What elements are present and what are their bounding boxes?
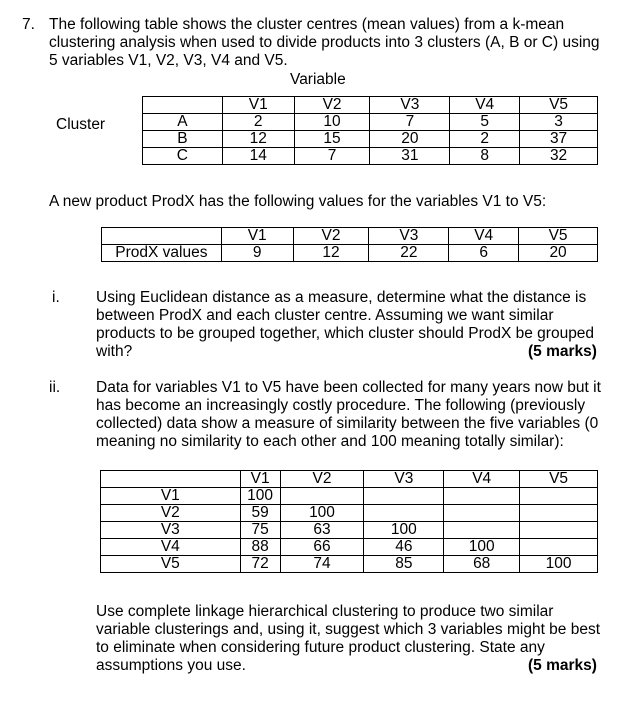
column-header: V4 [444,471,520,488]
marks-badge: (5 marks) [528,657,597,674]
part-ii-label: ii. [49,379,61,396]
table-cell: 100 [240,488,280,505]
column-header: V3 [369,228,449,245]
table-corner-cell [102,228,222,245]
table-cell: 37 [520,131,598,148]
table-cell [520,505,598,522]
column-header: V1 [221,228,293,245]
table-cell: 12 [222,131,294,148]
table-cell [520,522,598,539]
table-cell: 100 [364,522,444,539]
table-cell: 31 [370,148,450,165]
question-line: 5 variables V1, V2, V3, V4 and V5. [49,52,288,69]
table-cell: 10 [294,114,370,131]
text-line: assumptions you use. [96,657,246,674]
question-number: 7. [22,16,35,33]
table-cell: 20 [370,131,450,148]
table-row [101,488,598,505]
text-line: to eliminate when considering future product clustering. State any [96,639,545,656]
table-cell: 85 [364,556,444,573]
table-cell: 7 [370,114,450,131]
row-label: C [143,148,223,165]
row-label: A [143,114,223,131]
column-header: V5 [520,97,598,114]
question-line: The following table shows the cluster centres (mean values) from a k-mean [49,16,565,33]
table-row [101,539,598,556]
table-cell: 68 [444,556,520,573]
table-cell: 74 [280,556,364,573]
table-cell: 12 [293,245,369,262]
table-cell: 6 [449,245,519,262]
table-cell: 9 [221,245,293,262]
table-cell [444,505,520,522]
text-line: products to be grouped together, which cluster should ProdX be grouped [96,325,595,342]
column-header: V5 [519,228,598,245]
variable-header: Variable [290,71,346,88]
table-cell: 100 [520,556,598,573]
table-cell: 100 [444,539,520,556]
text-line: Using Euclidean distance as a measure, determine what the distance is [96,289,587,306]
row-label: V1 [101,488,241,505]
text-line: between ProdX and each cluster centre. Assuming we want similar [96,307,554,324]
table-header-row [101,471,598,488]
table-cell: 46 [364,539,444,556]
table-cell: 2 [450,131,520,148]
row-label: B [143,131,223,148]
text-line: collected) data show a measure of similarity between the five variables (0 [96,415,599,432]
marks-badge: (5 marks) [528,343,597,360]
cluster-label: Cluster [56,116,106,133]
text-line: has become an increasingly costly procedure. The following (previously [96,397,586,414]
row-label: V5 [101,556,241,573]
column-header: V4 [449,228,519,245]
column-header: V1 [222,97,294,114]
table-cell [444,522,520,539]
text-line: meaning no similarity to each other and 100 meaning totally similar): [96,433,564,450]
table-cell: 3 [520,114,598,131]
text-line: Data for variables V1 to V5 have been collected for many years now but it [96,379,601,396]
column-header: V2 [280,471,364,488]
row-label: V3 [101,522,241,539]
cluster-centres-table [142,96,598,165]
prodx-table [101,227,598,262]
table-cell [520,539,598,556]
text-line: variable clusterings and, using it, suggest which 3 variables might be best [96,621,601,638]
table-cell: 7 [294,148,370,165]
row-label: V2 [101,505,241,522]
column-header: V2 [293,228,369,245]
table-cell: 14 [222,148,294,165]
table-corner-cell [101,471,241,488]
question-text [49,16,629,70]
table-cell [444,488,520,505]
table-cell: 75 [240,522,280,539]
table-row [143,114,598,131]
table-cell [280,488,364,505]
text-line: with? [96,343,133,360]
column-header: V4 [450,97,520,114]
table-cell: 15 [294,131,370,148]
table-cell: 22 [369,245,449,262]
part-ii-text [96,379,621,451]
text-line: Use complete linkage hierarchical clustering to produce two similar [96,603,554,620]
table-cell: 5 [450,114,520,131]
table-cell: 63 [280,522,364,539]
row-label: ProdX values [102,245,222,262]
table-row [102,245,598,262]
table-row [101,556,598,573]
similarity-table [100,470,598,573]
column-header: V5 [520,471,598,488]
table-header-row [102,228,598,245]
table-cell: 100 [280,505,364,522]
column-header: V3 [370,97,450,114]
table-cell: 59 [240,505,280,522]
column-header: V1 [240,471,280,488]
table-row [101,522,598,539]
table-cell: 88 [240,539,280,556]
table-row [143,148,598,165]
table-cell [364,505,444,522]
column-header: V3 [364,471,444,488]
question-line: clustering analysis when used to divide products into 3 clusters (A, B or C) using [49,34,600,51]
table-cell: 66 [280,539,364,556]
prodx-intro: A new product ProdX has the following values for the variables V1 to V5: [49,193,547,210]
column-header: V2 [294,97,370,114]
table-cell: 32 [520,148,598,165]
part-i-label: i. [52,289,60,306]
table-cell [520,488,598,505]
table-row [143,131,598,148]
row-label: V4 [101,539,241,556]
table-cell: 72 [240,556,280,573]
table-row [101,505,598,522]
table-cell [364,488,444,505]
table-cell: 8 [450,148,520,165]
table-header-row [143,97,598,114]
table-corner-cell [143,97,223,114]
table-cell: 2 [222,114,294,131]
table-cell: 20 [519,245,598,262]
